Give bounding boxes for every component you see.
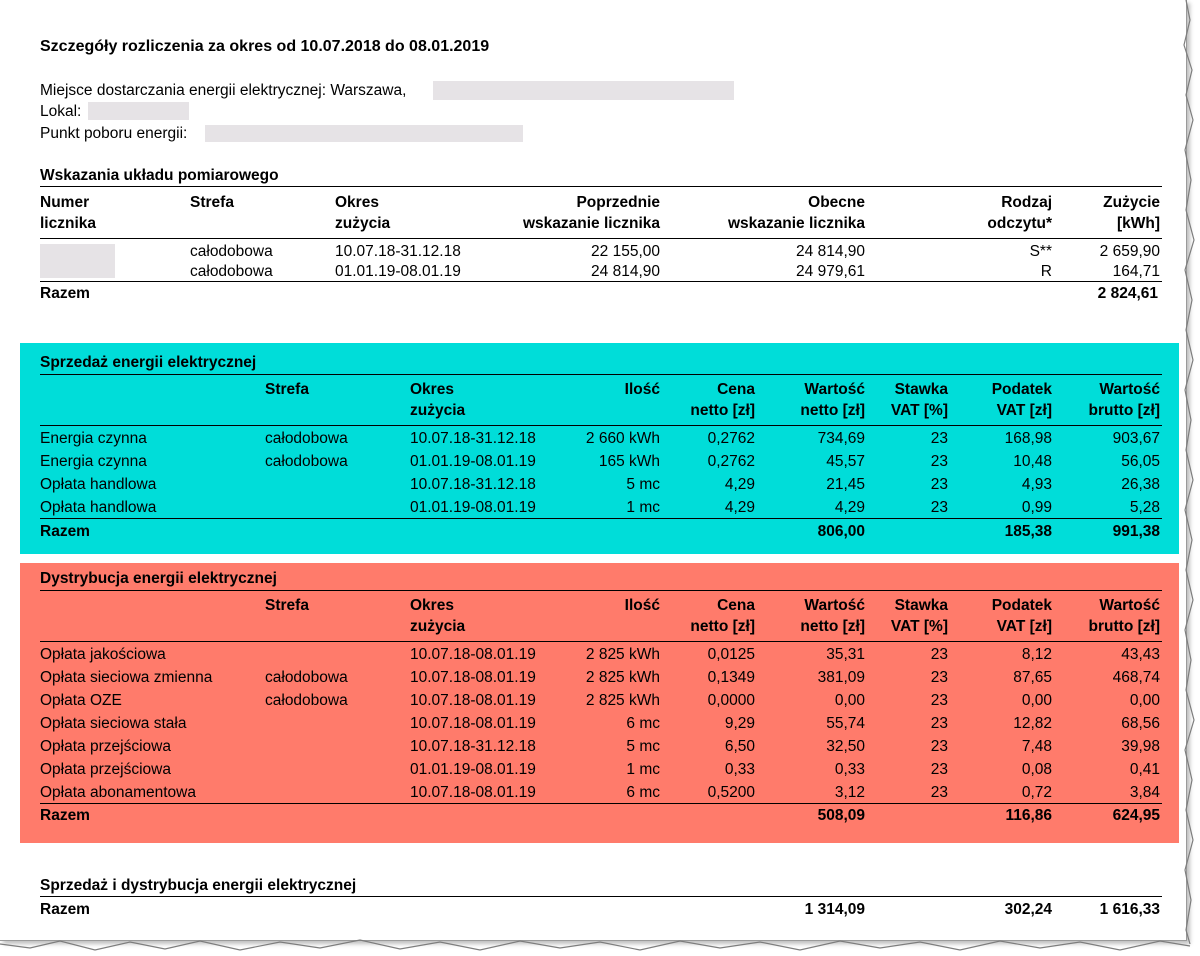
cell-okres: 10.07.18-08.01.19 — [410, 646, 536, 663]
cell-name: Opłata przejściowa — [40, 761, 171, 778]
cell-wartosc-netto: 4,29 — [834, 499, 865, 516]
cell-name: Energia czynna — [40, 430, 147, 447]
header-okres: Okres — [410, 597, 454, 614]
total-podatek-vat: 116,86 — [1005, 807, 1052, 824]
cell-wartosc-netto: 3,12 — [834, 784, 865, 801]
cell-stawka-vat: 23 — [930, 430, 948, 447]
statement-title: Szczegóły rozliczenia za okres od 10.07.2018 do 08.01.2019 — [40, 38, 490, 55]
cell-ilosc: 2 825 kWh — [585, 692, 660, 709]
cell-podatek-vat: 0,08 — [1021, 761, 1052, 778]
header-cena-2: netto [zł] — [690, 618, 755, 635]
cell-stawka-vat: 23 — [930, 646, 948, 663]
meter-cell-strefa: całodobowa — [190, 243, 273, 260]
cell-stawka-vat: 23 — [930, 738, 948, 755]
cell-podatek-vat: 8,12 — [1021, 646, 1052, 663]
meter-cell-strefa: całodobowa — [190, 263, 273, 280]
combined-top-rule — [40, 896, 1162, 897]
meter-cell-obecne: 24 979,61 — [796, 263, 865, 280]
cell-wartosc-netto: 35,31 — [826, 646, 865, 663]
header-stawka-vat-2: VAT [%] — [890, 618, 948, 635]
cell-okres: 10.07.18-08.01.19 — [410, 692, 536, 709]
meter-cell-poprzednie: 24 814,90 — [591, 263, 660, 280]
cell-stawka-vat: 23 — [930, 453, 948, 470]
header-cena-2: netto [zł] — [690, 402, 755, 419]
meter-cell-poprzednie: 22 155,00 — [591, 243, 660, 260]
meter-top-rule — [40, 186, 1162, 187]
redacted-address — [433, 81, 734, 100]
cell-stawka-vat: 23 — [930, 784, 948, 801]
meter-cell-zuzycie: 2 659,90 — [1099, 243, 1160, 260]
cell-podatek-vat: 12,82 — [1013, 715, 1052, 732]
cell-wartosc-netto: 21,45 — [826, 476, 865, 493]
cell-wartosc-netto: 45,57 — [826, 453, 865, 470]
distribution-total-rule — [40, 803, 1162, 804]
sales-header-rule — [40, 425, 1162, 426]
meter-header-zuzycie-2: [kWh] — [1116, 215, 1160, 232]
redacted-lokal — [88, 102, 189, 120]
total-wartosc-brutto: 624,95 — [1112, 807, 1160, 824]
cell-wartosc-brutto: 903,67 — [1112, 430, 1160, 447]
cell-wartosc-brutto: 56,05 — [1121, 453, 1160, 470]
cell-wartosc-brutto: 3,84 — [1129, 784, 1160, 801]
cell-stawka-vat: 23 — [930, 692, 948, 709]
header-podatek-vat-2: VAT [zł] — [996, 402, 1052, 419]
header-podatek-vat: Podatek — [991, 597, 1052, 614]
cell-ilosc: 6 mc — [626, 784, 660, 801]
cell-name: Opłata handlowa — [40, 476, 157, 493]
cell-stawka-vat: 23 — [930, 476, 948, 493]
total-wartosc-netto: 508,09 — [817, 807, 865, 824]
cell-wartosc-brutto: 468,74 — [1112, 669, 1160, 686]
cell-podatek-vat: 0,72 — [1021, 784, 1052, 801]
header-cena: Cena — [717, 381, 755, 398]
header-wartosc-netto: Wartość — [804, 381, 865, 398]
cell-wartosc-brutto: 43,43 — [1121, 646, 1160, 663]
header-okres-2: zużycia — [410, 402, 466, 419]
cell-wartosc-brutto: 39,98 — [1121, 738, 1160, 755]
cell-ilosc: 2 825 kWh — [585, 669, 660, 686]
cell-cena: 6,50 — [724, 738, 755, 755]
total-wartosc-brutto: 1 616,33 — [1099, 901, 1160, 918]
cell-cena: 0,33 — [724, 761, 755, 778]
header-stawka-vat-2: VAT [%] — [890, 402, 948, 419]
sales-total-rule — [40, 518, 1162, 519]
distribution-header-rule — [40, 641, 1162, 642]
redacted-ppe — [205, 125, 523, 142]
cell-strefa: całodobowa — [265, 692, 348, 709]
cell-okres: 10.07.18-08.01.19 — [410, 784, 536, 801]
header-wartosc-brutto-2: brutto [zł] — [1088, 402, 1160, 419]
cell-stawka-vat: 23 — [930, 761, 948, 778]
cell-cena: 9,29 — [724, 715, 755, 732]
header-cena: Cena — [717, 597, 755, 614]
meter-cell-okres: 10.07.18-31.12.18 — [335, 243, 461, 260]
cell-name: Opłata abonamentowa — [40, 784, 196, 801]
total-podatek-vat: 185,38 — [1004, 523, 1052, 540]
cell-stawka-vat: 23 — [930, 715, 948, 732]
combined-section-title: Sprzedaż i dystrybucja energii elektrycznej — [40, 877, 357, 894]
header-strefa: Strefa — [265, 381, 309, 398]
meter-header-zuzycie: Zużycie — [1103, 194, 1160, 211]
header-wartosc-netto-2: netto [zł] — [800, 402, 865, 419]
cell-cena: 0,2762 — [707, 430, 755, 447]
cell-wartosc-brutto: 0,00 — [1129, 692, 1160, 709]
cell-cena: 4,29 — [724, 476, 755, 493]
cell-okres: 10.07.18-08.01.19 — [410, 715, 536, 732]
cell-okres: 10.07.18-31.12.18 — [410, 738, 536, 755]
meter-header-obecne-2: wskazanie licznika — [728, 215, 865, 232]
cell-cena: 4,29 — [724, 499, 755, 516]
header-okres: Okres — [410, 381, 454, 398]
header-ilosc: Ilość — [624, 381, 660, 398]
cell-okres: 10.07.18-31.12.18 — [410, 430, 536, 447]
meter-cell-okres: 01.01.19-08.01.19 — [335, 263, 461, 280]
cell-wartosc-netto: 32,50 — [826, 738, 865, 755]
cell-cena: 0,0125 — [707, 646, 755, 663]
header-wartosc-brutto: Wartość — [1099, 381, 1160, 398]
cell-ilosc: 6 mc — [626, 715, 660, 732]
header-wartosc-brutto: Wartość — [1099, 597, 1160, 614]
meter-total-value: 2 824,61 — [1097, 285, 1158, 302]
meter-header-rodzaj: Rodzaj — [1001, 194, 1052, 211]
header-wartosc-brutto-2: brutto [zł] — [1088, 618, 1160, 635]
meter-total-label: Razem — [40, 285, 90, 302]
meter-cell-obecne: 24 814,90 — [796, 243, 865, 260]
cell-okres: 01.01.19-08.01.19 — [410, 499, 536, 516]
ppe-label: Punkt poboru energii: — [40, 125, 188, 142]
distribution-section-title: Dystrybucja energii elektrycznej — [40, 570, 277, 587]
cell-ilosc: 1 mc — [626, 499, 660, 516]
meter-header-numer: Numer — [40, 194, 90, 211]
cell-wartosc-netto: 381,09 — [817, 669, 865, 686]
cell-wartosc-brutto: 26,38 — [1121, 476, 1160, 493]
total-wartosc-netto: 1 314,09 — [804, 901, 865, 918]
cell-podatek-vat: 0,00 — [1021, 692, 1052, 709]
cell-wartosc-netto: 0,00 — [834, 692, 865, 709]
cell-wartosc-netto: 0,33 — [834, 761, 865, 778]
cell-wartosc-netto: 734,69 — [817, 430, 865, 447]
cell-name: Opłata OZE — [40, 692, 122, 709]
cell-okres: 10.07.18-31.12.18 — [410, 476, 536, 493]
cell-cena: 0,2762 — [707, 453, 755, 470]
total-wartosc-netto: 806,00 — [817, 523, 865, 540]
cell-ilosc: 2 660 kWh — [585, 430, 660, 447]
cell-name: Opłata sieciowa zmienna — [40, 669, 213, 686]
cell-okres: 01.01.19-08.01.19 — [410, 761, 536, 778]
cell-cena: 0,5200 — [707, 784, 755, 801]
cell-name: Energia czynna — [40, 453, 147, 470]
total-wartosc-brutto: 991,38 — [1112, 523, 1160, 540]
redacted-meter-number — [40, 244, 115, 278]
meter-header-rule — [40, 238, 1162, 239]
cell-strefa: całodobowa — [265, 430, 348, 447]
total-label: Razem — [40, 807, 90, 824]
cell-okres: 10.07.18-08.01.19 — [410, 669, 536, 686]
cell-wartosc-brutto: 5,28 — [1129, 499, 1160, 516]
meter-header-poprzednie-2: wskazanie licznika — [523, 215, 660, 232]
cell-ilosc: 165 kWh — [598, 453, 660, 470]
cell-podatek-vat: 10,48 — [1013, 453, 1052, 470]
meter-header-okres-2: zużycia — [335, 215, 391, 232]
header-wartosc-netto-2: netto [zł] — [800, 618, 865, 635]
meter-cell-rodzaj: S** — [1029, 243, 1052, 260]
cell-strefa: całodobowa — [265, 453, 348, 470]
total-podatek-vat: 302,24 — [1004, 901, 1052, 918]
cell-podatek-vat: 7,48 — [1021, 738, 1052, 755]
cell-wartosc-brutto: 0,41 — [1129, 761, 1160, 778]
cell-ilosc: 5 mc — [626, 476, 660, 493]
cell-name: Opłata handlowa — [40, 499, 157, 516]
cell-ilosc: 2 825 kWh — [585, 646, 660, 663]
cell-wartosc-brutto: 68,56 — [1121, 715, 1160, 732]
cell-name: Opłata jakościowa — [40, 646, 166, 663]
meter-header-obecne: Obecne — [808, 194, 865, 211]
header-podatek-vat: Podatek — [991, 381, 1052, 398]
meter-cell-zuzycie: 164,71 — [1112, 263, 1160, 280]
header-wartosc-netto: Wartość — [804, 597, 865, 614]
meter-header-poprzednie: Poprzednie — [576, 194, 660, 211]
meter-header-strefa: Strefa — [190, 194, 234, 211]
cell-podatek-vat: 4,93 — [1021, 476, 1052, 493]
cell-stawka-vat: 23 — [930, 499, 948, 516]
cell-cena: 0,1349 — [707, 669, 755, 686]
header-podatek-vat-2: VAT [zł] — [996, 618, 1052, 635]
cell-podatek-vat: 87,65 — [1013, 669, 1052, 686]
cell-ilosc: 5 mc — [626, 738, 660, 755]
meter-cell-rodzaj: R — [1040, 263, 1052, 280]
total-label: Razem — [40, 901, 90, 918]
cell-ilosc: 1 mc — [626, 761, 660, 778]
cell-strefa: całodobowa — [265, 669, 348, 686]
sales-top-rule — [40, 374, 1162, 375]
meter-header-okres: Okres — [335, 194, 379, 211]
cell-wartosc-netto: 55,74 — [826, 715, 865, 732]
cell-cena: 0,0000 — [707, 692, 755, 709]
cell-stawka-vat: 23 — [930, 669, 948, 686]
meter-header-rodzaj-2: odczytu* — [987, 215, 1052, 232]
header-ilosc: Ilość — [624, 597, 660, 614]
meter-section-title: Wskazania układu pomiarowego — [40, 167, 279, 184]
cell-name: Opłata sieciowa stała — [40, 715, 187, 732]
meter-total-rule — [40, 281, 1162, 282]
cell-podatek-vat: 0,99 — [1021, 499, 1052, 516]
cell-okres: 01.01.19-08.01.19 — [410, 453, 536, 470]
header-strefa: Strefa — [265, 597, 309, 614]
header-stawka-vat: Stawka — [894, 597, 948, 614]
cell-name: Opłata przejściowa — [40, 738, 171, 755]
delivery-location-label: Miejsce dostarczania energii elektrycznej: Warszawa, — [40, 82, 407, 99]
header-okres-2: zużycia — [410, 618, 466, 635]
distribution-top-rule — [40, 590, 1162, 591]
cell-podatek-vat: 168,98 — [1004, 430, 1052, 447]
lokal-label: Lokal: — [40, 103, 82, 120]
total-label: Razem — [40, 523, 90, 540]
sales-section-title: Sprzedaż energii elektrycznej — [40, 354, 257, 371]
meter-header-numer-2: licznika — [40, 215, 96, 232]
header-stawka-vat: Stawka — [894, 381, 948, 398]
